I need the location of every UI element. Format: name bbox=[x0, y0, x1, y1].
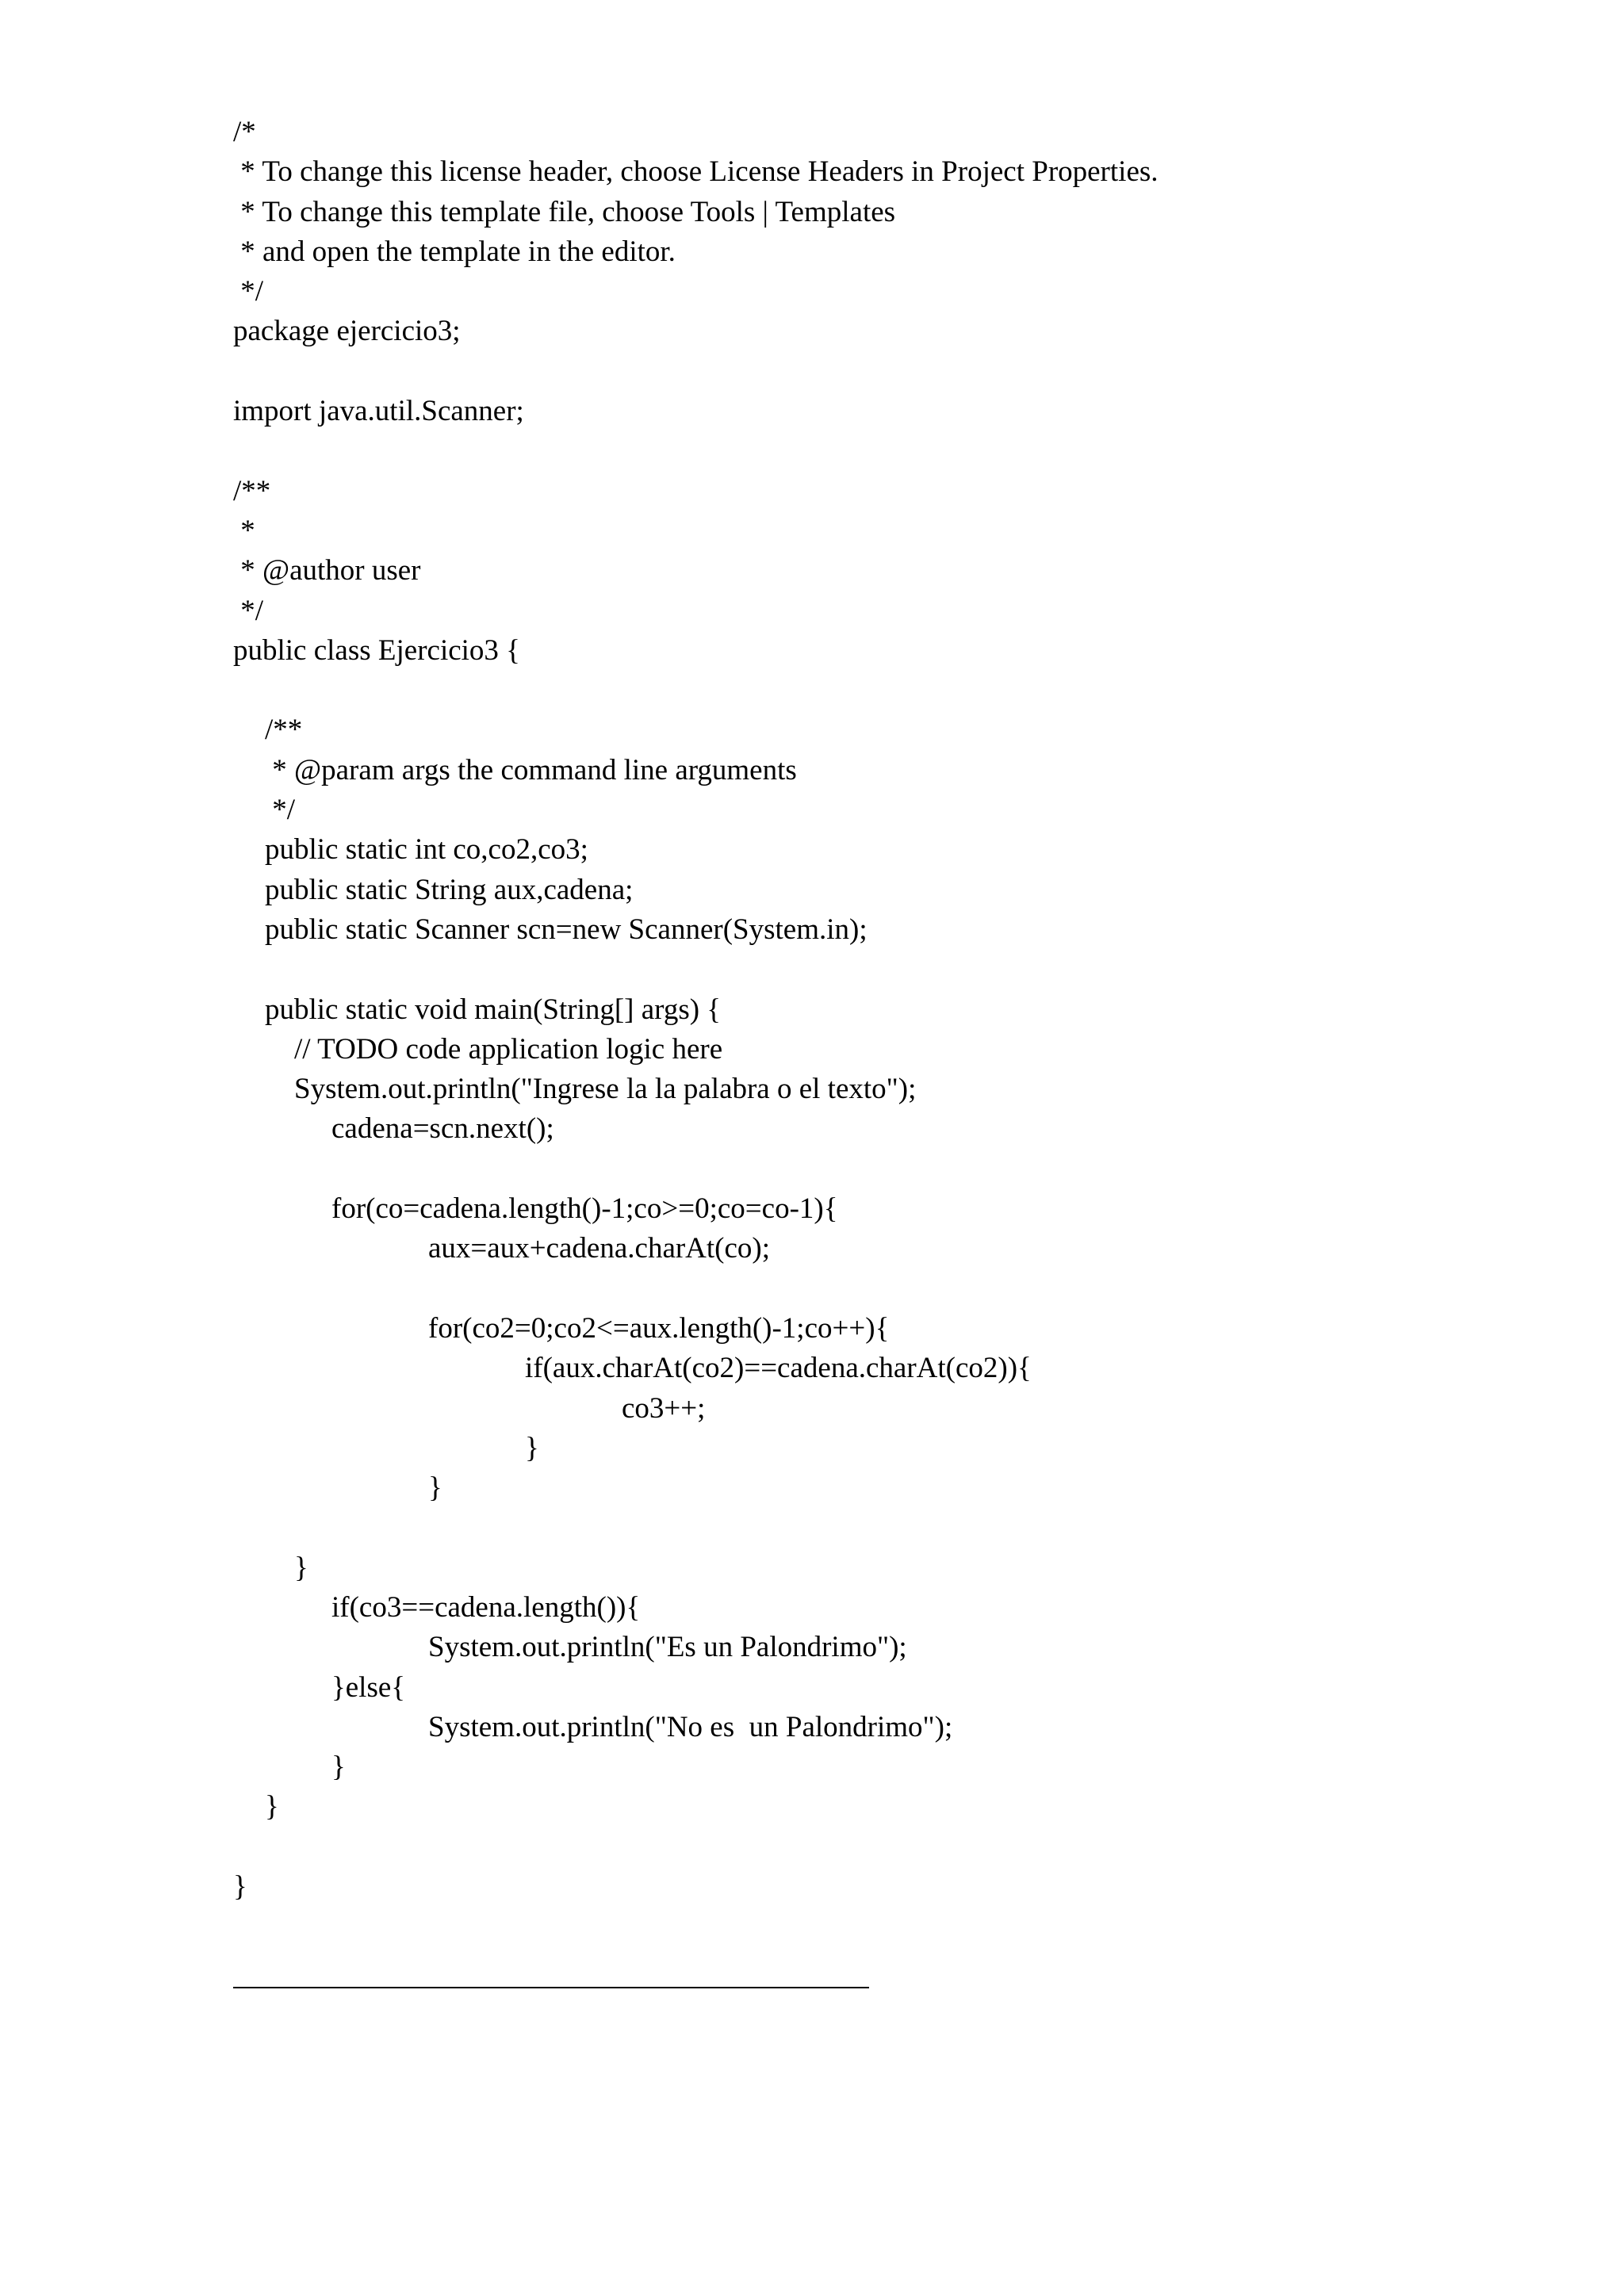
code-line-text: public class Ejercicio3 { bbox=[233, 633, 520, 667]
code-line bbox=[0, 990, 1624, 1030]
code-line-text: * To change this license header, choose License Headers in Project Properties. bbox=[233, 155, 1159, 189]
code-line bbox=[0, 591, 1624, 631]
code-line bbox=[0, 312, 1624, 351]
code-line bbox=[0, 751, 1624, 790]
code-line-text: } bbox=[233, 1870, 247, 1904]
code-line-text: /** bbox=[233, 474, 271, 507]
code-line-text: public static int co,co2,co3; bbox=[265, 833, 588, 867]
code-line bbox=[0, 950, 1624, 989]
code-line-text: }else{ bbox=[331, 1670, 406, 1704]
code-line-text: for(co2=0;co2<=aux.length()-1;co++){ bbox=[428, 1311, 890, 1345]
code-line bbox=[0, 1269, 1624, 1309]
code-line bbox=[0, 1030, 1624, 1070]
code-line-text: package ejercicio3; bbox=[233, 315, 461, 348]
code-line bbox=[0, 1429, 1624, 1468]
code-line-text: co3++; bbox=[622, 1391, 706, 1425]
code-line bbox=[0, 1150, 1624, 1189]
code-line-text: } bbox=[428, 1471, 442, 1505]
code-line bbox=[0, 1827, 1624, 1867]
code-line bbox=[0, 431, 1624, 471]
code-line bbox=[0, 1229, 1624, 1269]
code-line-text: * bbox=[233, 514, 255, 547]
code-line-text: /** bbox=[265, 714, 303, 747]
code-line-text: import java.util.Scanner; bbox=[233, 395, 524, 428]
code-line bbox=[0, 1309, 1624, 1349]
code-line bbox=[0, 671, 1624, 710]
code-line-text: } bbox=[294, 1551, 308, 1584]
code-line bbox=[0, 830, 1624, 870]
code-block bbox=[0, 113, 1624, 1907]
code-line bbox=[0, 1628, 1624, 1667]
code-line-text: * and open the template in the editor. bbox=[233, 235, 676, 268]
code-line-text: if(co3==cadena.length()){ bbox=[331, 1590, 641, 1624]
code-line bbox=[0, 1867, 1624, 1907]
footnote-separator bbox=[233, 1987, 869, 1988]
code-line-text: } bbox=[331, 1751, 346, 1784]
code-line-text: } bbox=[265, 1790, 279, 1823]
code-line-text: /* bbox=[233, 116, 256, 148]
code-line-text: * @author user bbox=[233, 554, 421, 587]
code-line-text: * To change this template file, choose Tools | Templates bbox=[233, 195, 896, 228]
code-line bbox=[0, 1508, 1624, 1548]
code-line bbox=[0, 871, 1624, 910]
code-line bbox=[0, 272, 1624, 312]
code-line bbox=[0, 511, 1624, 551]
code-line-text: * @param args the command line arguments bbox=[265, 753, 797, 786]
code-line-text: } bbox=[525, 1431, 539, 1464]
code-line-text: public static String aux,cadena; bbox=[265, 873, 634, 906]
code-line bbox=[0, 631, 1624, 671]
code-line-text: System.out.println("Es un Palondrimo"); bbox=[428, 1631, 907, 1664]
code-line bbox=[0, 1468, 1624, 1508]
code-line bbox=[0, 1548, 1624, 1588]
code-line bbox=[0, 232, 1624, 272]
code-line bbox=[0, 1349, 1624, 1388]
code-line bbox=[0, 1109, 1624, 1149]
code-line-text: cadena=scn.next(); bbox=[331, 1112, 554, 1146]
code-line bbox=[0, 551, 1624, 591]
code-line-text: */ bbox=[265, 794, 296, 827]
code-line bbox=[0, 193, 1624, 232]
code-line bbox=[0, 1189, 1624, 1229]
code-line-text: System.out.println("No es un Palondrimo"); bbox=[428, 1710, 953, 1743]
code-line bbox=[0, 790, 1624, 830]
code-line-text: public static Scanner scn=new Scanner(System.in); bbox=[265, 913, 868, 946]
code-line bbox=[0, 352, 1624, 392]
code-line bbox=[0, 1588, 1624, 1628]
code-line bbox=[0, 472, 1624, 511]
code-line-text: for(co=cadena.length()-1;co>=0;co=co-1){ bbox=[331, 1192, 838, 1226]
code-line bbox=[0, 1070, 1624, 1109]
code-line bbox=[0, 392, 1624, 431]
code-line bbox=[0, 1708, 1624, 1747]
code-line-text: if(aux.charAt(co2)==cadena.charAt(co2)){ bbox=[525, 1352, 1032, 1385]
code-line bbox=[0, 710, 1624, 750]
code-line-text: aux=aux+cadena.charAt(co); bbox=[428, 1232, 771, 1265]
code-line-text: */ bbox=[233, 275, 264, 308]
code-line-text: public static void main(String[] args) { bbox=[265, 993, 722, 1026]
code-line-text: */ bbox=[233, 594, 264, 627]
code-line bbox=[0, 1787, 1624, 1827]
code-line bbox=[0, 1747, 1624, 1787]
code-line bbox=[0, 152, 1624, 192]
code-line-text: // TODO code application logic here bbox=[294, 1032, 723, 1066]
code-line bbox=[0, 1668, 1624, 1708]
code-line bbox=[0, 910, 1624, 950]
code-line bbox=[0, 113, 1624, 152]
code-line bbox=[0, 1389, 1624, 1429]
code-line-text: System.out.println("Ingrese la la palabra o el texto"); bbox=[294, 1073, 917, 1106]
